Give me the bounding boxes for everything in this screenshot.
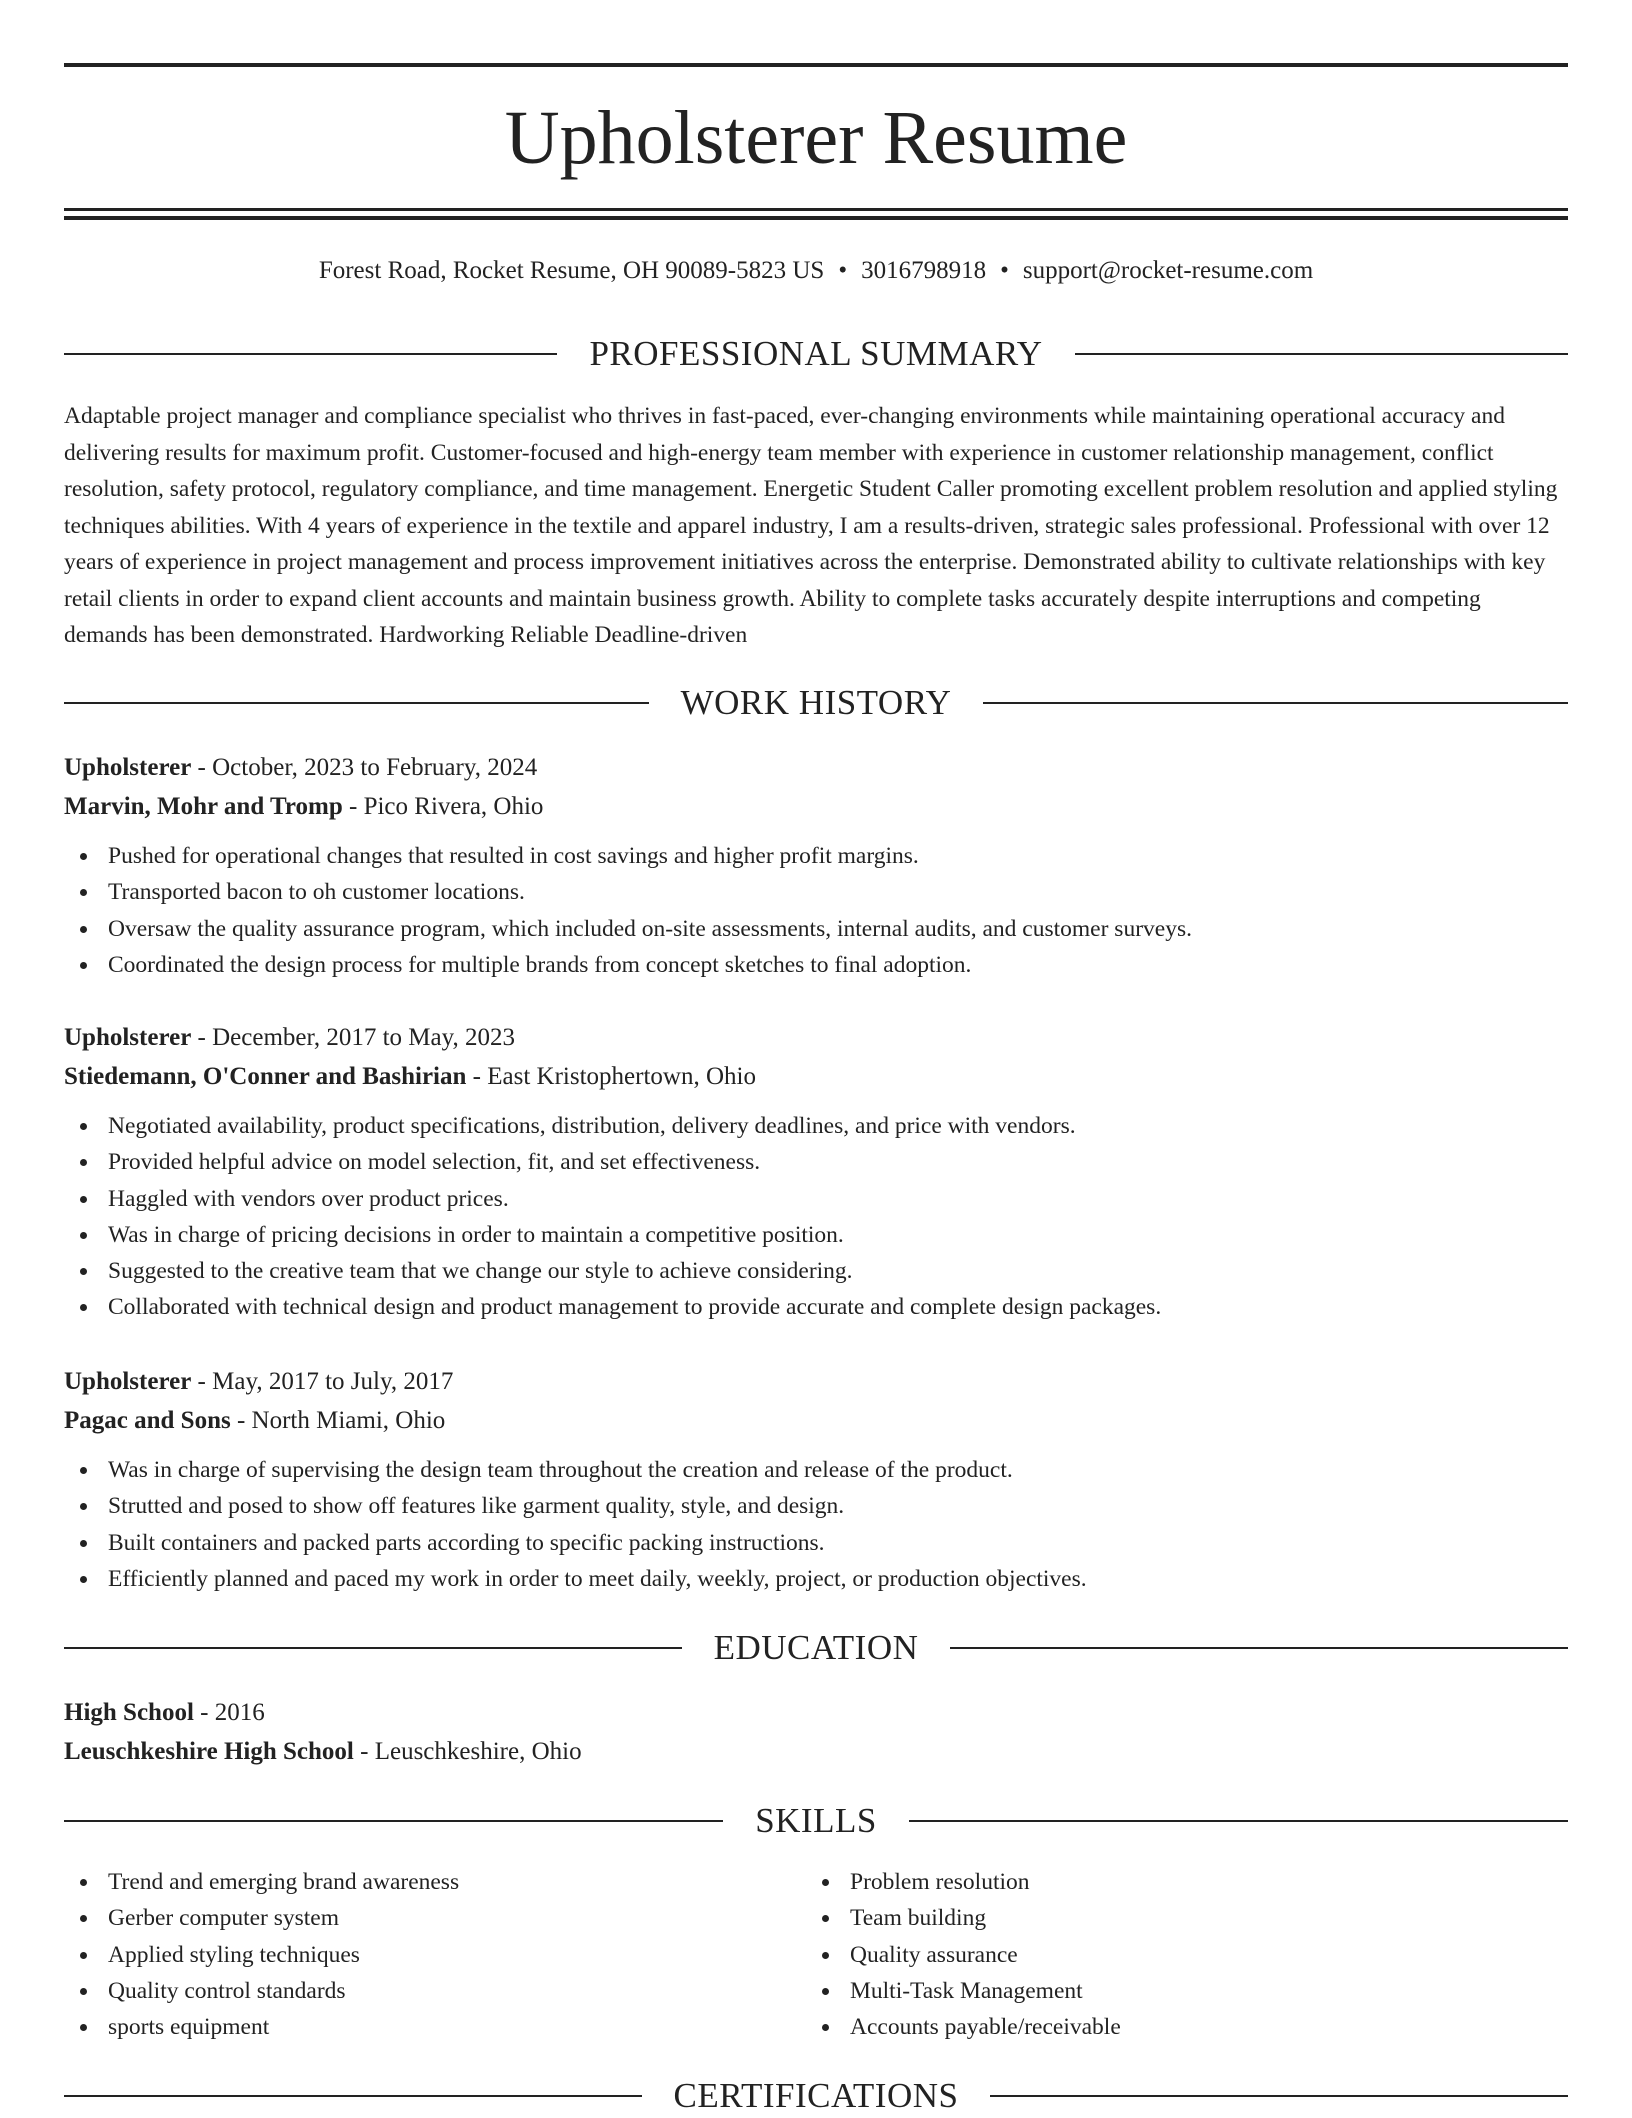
job-company: Pagac and Sons [64,1407,231,1434]
list-item: Was in charge of pricing decisions in order to maintain a competitive position. [64,1217,1568,1253]
skill-item: Trend and emerging brand awareness [64,1864,806,1900]
job-dates: - May, 2017 to July, 2017 [191,1368,454,1395]
job-company: Stiedemann, O'Conner and Bashirian [64,1063,467,1090]
skills-grid [64,1864,1568,2045]
list-item: Provided helpful advice on model selection, fit, and set effectiveness. [64,1144,1568,1180]
contact-separator: • [838,257,848,284]
job-location: - North Miami, Ohio [230,1407,446,1434]
top-rule [64,63,1568,67]
list-item: Negotiated availability, product specifications, distribution, delivery deadlines, and price with vendors. [64,1108,1568,1144]
education-school: Leuschkeshire High School [64,1738,354,1765]
job-title-line [64,748,1568,787]
education-entry [64,1693,1568,1771]
skill-item: Accounts payable/receivable [806,2009,1548,2045]
title-double-rule [64,208,1568,220]
list-item: Transported bacon to oh customer locations. [64,874,1568,910]
heading-rule-right [983,702,1568,704]
heading-rule-right [990,2095,1568,2097]
section-heading-work-history [64,681,1568,725]
job-bullets [64,1452,1568,1597]
section-heading-summary [64,332,1568,376]
list-item: Coordinated the design process for multiple brands from concept sketches to final adoption. [64,947,1568,983]
job-title-line [64,1018,1568,1057]
list-item: Collaborated with technical design and product management to provide accurate and complete design packages. [64,1289,1568,1325]
skills-list [806,1864,1548,2045]
section-heading-label: EDUCATION [713,1628,919,1667]
job-location: - East Kristophertown, Ohio [466,1063,756,1090]
contact-phone: 3016798918 [861,257,987,284]
section-heading-label: PROFESSIONAL SUMMARY [589,334,1043,373]
heading-rule-right [950,1647,1568,1649]
job-location: - Pico Rivera, Ohio [342,793,544,820]
job-title: Upholsterer [64,1024,192,1051]
heading-rule-left [64,1820,723,1822]
heading-rule-right [909,1820,1568,1822]
skill-item: Multi-Task Management [806,1973,1548,2009]
job-title: Upholsterer [64,754,192,781]
heading-rule-left [64,353,557,355]
skills-column-right [806,1864,1548,2045]
list-item: Efficiently planned and paced my work in order to meet daily, weekly, project, or production objectives. [64,1561,1568,1597]
education-year: - 2016 [193,1699,265,1726]
skill-item: Problem resolution [806,1864,1548,1900]
skill-item: Gerber computer system [64,1900,806,1936]
contact-address: Forest Road, Rocket Resume, OH 90089-5823 US [318,257,825,284]
education-degree: High School [64,1699,194,1726]
list-item: Was in charge of supervising the design team throughout the creation and release of the product. [64,1452,1568,1488]
education-degree-line [64,1693,1568,1732]
skill-item: Quality assurance [806,1937,1548,1973]
job-dates: - December, 2017 to May, 2023 [191,1024,515,1051]
education-school-line [64,1732,1568,1771]
heading-rule-right [1075,353,1568,355]
job-company: Marvin, Mohr and Tromp [64,793,343,820]
skills-column-left [64,1864,806,2045]
job-title-line [64,1362,1568,1401]
education-location: - Leuschkeshire, Ohio [353,1738,582,1765]
job-bullets [64,1108,1568,1326]
section-heading-certifications [64,2074,1568,2118]
job-entry [64,1018,1568,1326]
job-company-line [64,1401,1568,1440]
skill-item: Applied styling techniques [64,1937,806,1973]
list-item: Suggested to the creative team that we change our style to achieve considering. [64,1253,1568,1289]
page-title: Upholsterer Resume [504,96,1128,180]
job-company-line [64,1057,1568,1096]
skills-list [64,1864,806,2045]
contact-line [64,252,1568,290]
job-title: Upholsterer [64,1368,192,1395]
job-entry [64,1362,1568,1597]
job-entry [64,748,1568,983]
list-item: Strutted and posed to show off features like garment quality, style, and design. [64,1488,1568,1524]
section-heading-education [64,1626,1568,1670]
heading-rule-left [64,702,649,704]
section-heading-label: SKILLS [755,1801,877,1840]
heading-rule-left [64,2095,642,2097]
section-heading-skills [64,1799,1568,1843]
section-heading-label: WORK HISTORY [680,683,952,722]
list-item: Built containers and packed parts according to specific packing instructions. [64,1525,1568,1561]
list-item: Haggled with vendors over product prices. [64,1181,1568,1217]
section-heading-label: CERTIFICATIONS [673,2076,959,2115]
job-company-line [64,787,1568,826]
job-dates: - October, 2023 to February, 2024 [191,754,538,781]
job-bullets [64,838,1568,983]
contact-email: support@rocket-resume.com [1022,257,1314,284]
summary-text: Adaptable project manager and compliance specialist who thrives in fast-paced, ever-changing environments while maintaining operational accuracy and delivering results for maximum profit. Customer-focused and high-energy team member with experience in customer relationship management, conflict resolution, safety protocol, regulatory compliance, and time management. Energetic Student Caller promoting excellent problem resolution and applied styling techniques abilities. With 4 years of experience in the textile and apparel industry, I am a results-driven, strategic sales professional. Professional with over 12 years of experience in project management and process improvement initiatives across the enterprise. Demonstrated ability to cultivate relationships with key retail clients in order to expand client accounts and maintain business growth. Ability to complete tasks accurately despite interruptions and competing demands has been demonstrated. Hardworking Reliable Deadline-driven [64,403,1558,648]
skill-item: sports equipment [64,2009,806,2045]
list-item: Oversaw the quality assurance program, which included on-site assessments, internal audits, and customer surveys. [64,911,1568,947]
contact-separator: • [1000,257,1009,284]
list-item: Pushed for operational changes that resulted in cost savings and higher profit margins. [64,838,1568,874]
heading-rule-left [64,1647,682,1649]
skill-item: Quality control standards [64,1973,806,2009]
skill-item: Team building [806,1900,1548,1936]
